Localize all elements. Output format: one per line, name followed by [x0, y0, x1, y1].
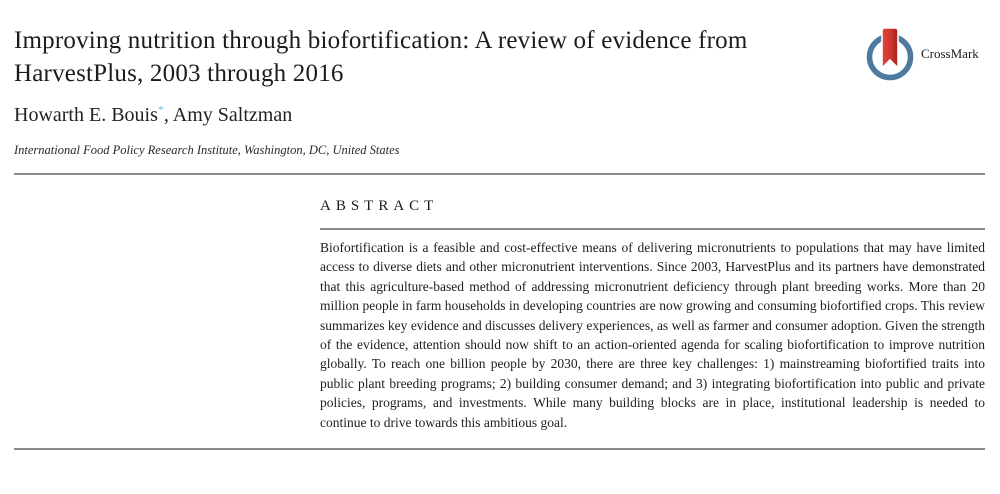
article-title: Improving nutrition through biofortification: A review of evidence from HarvestPlus, 2003 through 2016 [14, 27, 748, 87]
affiliation: International Food Policy Research Institute, Washington, DC, United States [14, 143, 400, 157]
abstract-text: Biofortification is a feasible and cost-effective means of delivering micronutrients to populations that may have limited access to diverse diets and other micronutrient interventions. Since 2003, HarvestPlus and its partners have demonstrated that this agriculture-based method of addressing micronutrient deficiency through plant breeding works. More than 20 million people in farm households in developing countries are now growing and consuming biofortified crops. This review summarizes key evidence and discusses delivery experiences, as well as farmer and consumer adoption. Given the strength of the evidence, attention should now shift to an action-oriented agenda for scaling biofortification to improve nutrition globally. To reach one billion people by 2030, there are three key challenges: 1) mainstreaming biofortified traits into public plant breeding programs; 2) building consumer demand; and 3) integrating biofortification into public and private policies, programs, and investments. While many building blocks are in place, institutional leadership is needed to continue to drive towards this ambitious goal. [320, 240, 985, 430]
header-divider [14, 173, 985, 175]
crossmark-label: CrossMark [921, 46, 979, 61]
abstract-divider [320, 228, 985, 230]
footer-divider [14, 448, 985, 450]
corresponding-author-marker: * [157, 102, 164, 117]
abstract-heading: ABSTRACT [320, 198, 439, 214]
crossmark-bookmark-icon [866, 27, 914, 81]
author-list [14, 104, 292, 127]
crossmark-badge[interactable] [866, 27, 979, 81]
author-separator: , [163, 104, 173, 126]
abstract-section [320, 198, 985, 432]
author-name: Howarth E. Bouis [14, 104, 158, 126]
author-name: Amy Saltzman [172, 104, 293, 126]
